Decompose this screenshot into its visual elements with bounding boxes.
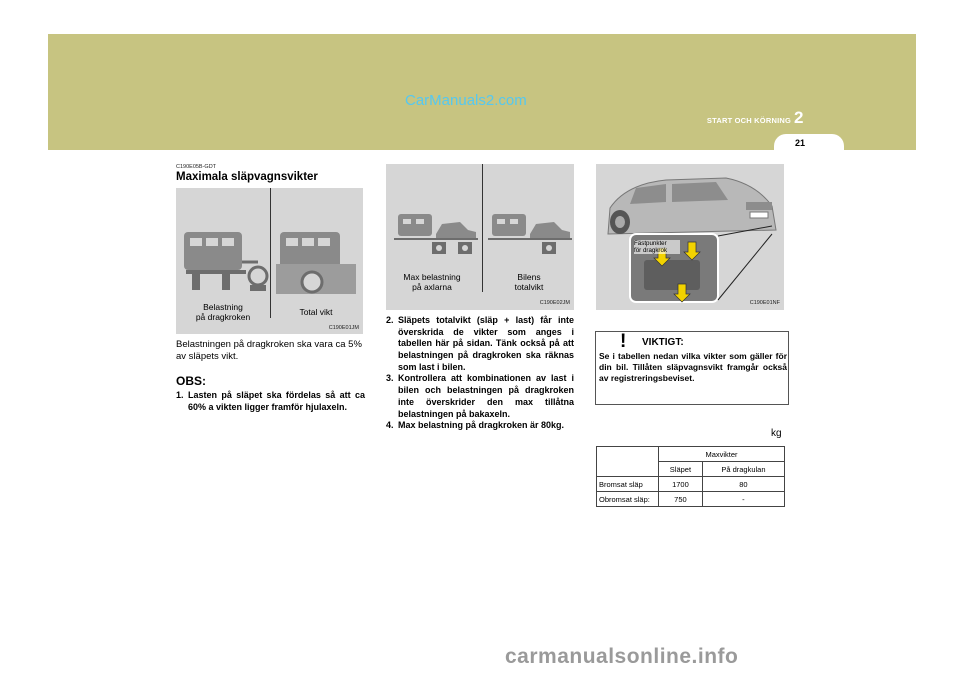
list-item-number: 3. [386, 373, 394, 384]
figure-axle-load [386, 164, 574, 310]
table-group-header: Maxvikter [659, 447, 785, 462]
trailer-car-right-icon [488, 214, 572, 254]
warning-box [595, 331, 789, 405]
figure-ref: C190E02JM [539, 300, 570, 306]
table-unit: kg [771, 428, 782, 439]
list-item-text: Kontrollera att kombinationen av last i bilen och belastningen på dragkroken inte överskrider den max tillåtna belastningen på bakaxeln. [398, 373, 574, 419]
caption-hitch-points: Fästpunkter för dragkrok [634, 240, 680, 254]
list-item [176, 390, 365, 413]
list-item [386, 420, 574, 432]
figure-divider [270, 188, 271, 318]
numbered-list-part2 [386, 315, 574, 432]
header-watermark[interactable]: CarManuals2.com [405, 92, 527, 109]
hitch-closeup-icon [630, 226, 772, 302]
chapter-title: START OCH KÖRNING [706, 116, 791, 125]
list-item-number: 4. [386, 420, 394, 431]
table-cell: - [702, 492, 784, 507]
warning-text: Se i tabellen nedan vilka vikter som gäller för din bil. Tillåten släpvagnsvikt framgår också av registreringsbeviset. [599, 351, 787, 384]
section-code: C190E05B-GDT [176, 164, 217, 170]
page-number: 21 [794, 138, 805, 148]
figure-divider [482, 164, 483, 292]
caption-axle-load: Max belastning på axlarna [403, 272, 461, 293]
numbered-list-part1 [176, 390, 365, 413]
table-col-header: Släpet [659, 462, 703, 477]
list-item-number: 2. [386, 315, 394, 325]
list-item [386, 315, 574, 373]
list-item-text: Max belastning på dragkroken är 80kg. [398, 420, 565, 431]
table-cell: 1700 [659, 477, 703, 492]
caption-tongue-load: Belastning på dragkroken [195, 302, 251, 323]
caravan-left-icon [184, 232, 267, 291]
trailer-weight-table [596, 446, 785, 507]
figure-car-hitch-points [596, 164, 784, 310]
list-item-text: Lasten på släpet ska fördelas så att ca 60% a vikten ligger framför hjulaxeln. [188, 390, 365, 412]
figure-ref: C190E01JM [328, 325, 359, 331]
figure-ref: C190E01NF [749, 300, 780, 306]
table-cell: 80 [702, 477, 784, 492]
section-title: Maximala släpvagnsvikter [176, 171, 318, 183]
list-item-text: Släpets totalvikt (släp + last) får inte överskrida de vikter som anges i tabellen här på sidan. Tänk också på att belastningen på dragkroken ska räknas som last i bilen. [398, 315, 574, 372]
figure-tongue-load [176, 188, 363, 334]
list-item-number: 1. [176, 390, 184, 400]
warning-title: VIKTIGT: [642, 337, 684, 348]
table-row-label: Bromsat släp [597, 477, 659, 492]
obs-heading: OBS: [176, 374, 206, 388]
trailer-car-left-icon [394, 214, 478, 254]
table-row-label: Obromsat släp: [597, 492, 659, 507]
car-rear-icon [608, 178, 776, 234]
caption-total-weight: Total vikt [299, 307, 333, 317]
svg-text:!: ! [620, 331, 627, 350]
table-corner-cell [597, 447, 659, 477]
table-row [597, 477, 785, 492]
caption-car-total-weight: Bilens totalvikt [514, 272, 544, 293]
footer-watermark[interactable]: carmanualsonline.info [505, 645, 739, 668]
table-col-header: På dragkulan [702, 462, 784, 477]
table-row [597, 492, 785, 507]
warning-icon [614, 330, 636, 350]
chapter-number: 2 [794, 108, 804, 127]
intro-text: Belastningen på dragkroken ska vara ca 5% av släpets vikt. [176, 339, 362, 363]
list-item [386, 373, 574, 420]
caravan-right-icon [276, 232, 356, 294]
table-cell: 750 [659, 492, 703, 507]
car-rear-illustration [596, 164, 784, 310]
